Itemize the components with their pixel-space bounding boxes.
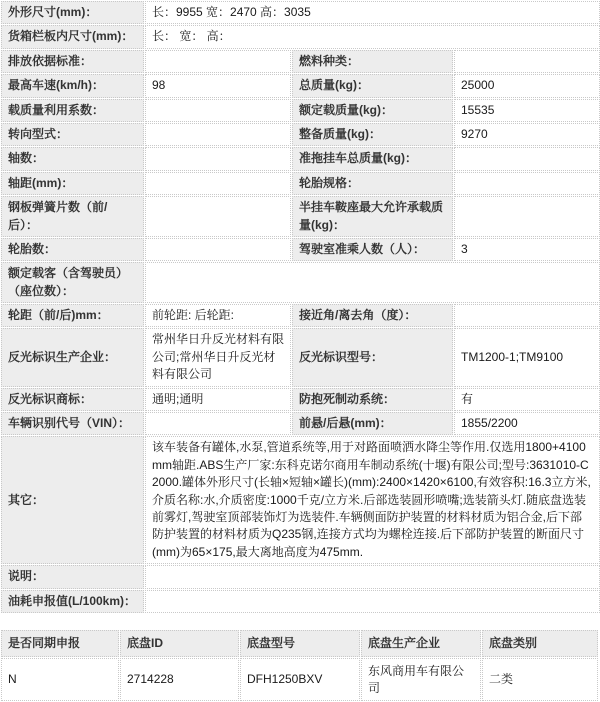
spec-field-label: 排放依据标准： <box>1 50 144 73</box>
spec-field-value <box>145 565 600 588</box>
spec-field-value <box>145 262 600 303</box>
spec-field-label: 防抱死制动系统： <box>292 388 453 411</box>
spec-row <box>1 1 600 24</box>
spec-field-label: 外形尺寸(mm)： <box>1 1 144 24</box>
spec-field-label: 轮胎数： <box>1 238 144 261</box>
spec-field-value: 前轮距: 后轮距: <box>145 304 291 327</box>
spec-field-value: 长： 宽： 高： <box>145 25 600 48</box>
spec-field-value: 15535 <box>454 99 600 122</box>
spec-field-label: 额定载客（含驾驶员）（座位数）： <box>1 262 144 303</box>
chassis-header-row <box>1 630 598 657</box>
spec-row <box>1 147 600 170</box>
spec-field-label: 总质量(kg)： <box>292 74 453 97</box>
spec-field-value <box>145 590 600 613</box>
spec-field-label: 反光标识型号： <box>292 328 453 386</box>
spec-row <box>1 304 600 327</box>
spec-field-value: 25000 <box>454 74 600 97</box>
chassis-cell: 二类 <box>482 658 598 702</box>
spec-row <box>1 328 600 386</box>
spec-field-label: 准拖挂车总质量(kg)： <box>292 147 453 170</box>
spec-field-value <box>454 304 600 327</box>
chassis-cell: 东风商用车有限公司 <box>361 658 481 702</box>
spec-field-label: 燃料种类： <box>292 50 453 73</box>
spec-field-label: 半挂车鞍座最大允许承载质量(kg)： <box>292 196 453 237</box>
chassis-cell: N <box>1 658 119 702</box>
chassis-cell: 2714228 <box>120 658 239 702</box>
spec-field-label: 前悬/后悬(mm)： <box>292 412 453 435</box>
spec-field-value: 通明;通明 <box>145 388 291 411</box>
chassis-column-header: 底盘类别 <box>482 630 598 657</box>
spec-field-label: 整备质量(kg)： <box>292 123 453 146</box>
chassis-column-header: 底盘ID <box>120 630 239 657</box>
spec-field-value: 1855/2200 <box>454 412 600 435</box>
spec-field-label: 轴数： <box>1 147 144 170</box>
spec-field-value: 98 <box>145 74 291 97</box>
spec-row <box>1 196 600 237</box>
chassis-row <box>1 658 598 702</box>
spec-field-label: 转向型式： <box>1 123 144 146</box>
chassis-cell: DFH1250BXV <box>240 658 360 702</box>
spec-row <box>1 436 600 564</box>
spec-row <box>1 25 600 48</box>
spec-field-label: 反光标识商标： <box>1 388 144 411</box>
spec-field-value: 9270 <box>454 123 600 146</box>
spec-field-label: 油耗申报值(L/100km)： <box>1 590 144 613</box>
spec-field-value <box>145 99 291 122</box>
spec-field-value <box>145 172 291 195</box>
spec-row <box>1 565 600 588</box>
spec-row <box>1 123 600 146</box>
spec-field-value: 该车装备有罐体,水泵,管道系统等,用于对路面喷洒水降尘等作用.仅选用1800+4100mm轴距.ABS生产厂家:东科克诺尔商用车制动系统(十堰)有限公司;型号:3631010-C2000.罐体外形尺寸(长轴×短轴×罐长)(mm):2400×1420×6100,有效容积:16.3立方米,介质名称:水,介质密度:1000千克/立方米.后部选装圆形喷嘴;选装箭头灯.随底盘选装前雾灯,驾驶室顶部装饰灯为选装件.车辆侧面防护装置的材料材质为铝合金,后下部防护装置的材料材质为Q235钢,连接方式均为螺栓连接.后下部防护装置的断面尺寸(mm)为65×175,最大离地高度为475mm. <box>145 436 600 564</box>
spec-field-value <box>145 412 291 435</box>
spec-field-value <box>145 238 291 261</box>
spec-field-label: 载质量利用系数： <box>1 99 144 122</box>
spec-field-label: 轮距（前/后)mm： <box>1 304 144 327</box>
spec-field-value <box>454 147 600 170</box>
spec-field-value: 长：9955 宽：2470 高：3035 <box>145 1 600 24</box>
spec-field-label: 额定载质量(kg)： <box>292 99 453 122</box>
spec-row <box>1 99 600 122</box>
spec-field-value <box>454 196 600 237</box>
spec-field-label: 货箱栏板内尺寸(mm)： <box>1 25 144 48</box>
spec-field-value <box>145 147 291 170</box>
spec-field-value: 3 <box>454 238 600 261</box>
spec-field-value <box>454 50 600 73</box>
chassis-column-header: 底盘生产企业 <box>361 630 481 657</box>
vehicle-spec-table-body <box>1 1 600 613</box>
spec-row <box>1 50 600 73</box>
spec-field-value <box>145 196 291 237</box>
spec-field-label: 钢板弹簧片数（前/后）： <box>1 196 144 237</box>
spec-row <box>1 238 600 261</box>
chassis-column-header: 底盘型号 <box>240 630 360 657</box>
spec-row <box>1 262 600 303</box>
spec-field-label: 反光标识生产企业： <box>1 328 144 386</box>
spec-field-value: 有 <box>454 388 600 411</box>
spec-field-label: 轮胎规格： <box>292 172 453 195</box>
spec-field-label: 其它： <box>1 436 144 564</box>
chassis-table-body <box>1 658 598 702</box>
spec-row <box>1 412 600 435</box>
spec-row <box>1 172 600 195</box>
spec-field-label: 最高车速(km/h)： <box>1 74 144 97</box>
spec-field-label: 说明： <box>1 565 144 588</box>
spec-field-label: 轴距(mm)： <box>1 172 144 195</box>
spec-field-value: 常州华日升反光材料有限公司;常州华日升反光材料有限公司 <box>145 328 291 386</box>
spec-field-label: 驾驶室准乘人数（人）： <box>292 238 453 261</box>
spec-field-label: 接近角/离去角（度）： <box>292 304 453 327</box>
spec-field-value: TM1200-1;TM9100 <box>454 328 600 386</box>
spec-row <box>1 590 600 613</box>
chassis-table <box>0 629 599 702</box>
spec-field-value <box>145 123 291 146</box>
spec-field-label: 车辆识别代号（VIN）： <box>1 412 144 435</box>
spec-field-value <box>145 50 291 73</box>
chassis-column-header: 是否同期申报 <box>1 630 119 657</box>
spec-row <box>1 74 600 97</box>
spec-field-value <box>454 172 600 195</box>
spec-row <box>1 388 600 411</box>
